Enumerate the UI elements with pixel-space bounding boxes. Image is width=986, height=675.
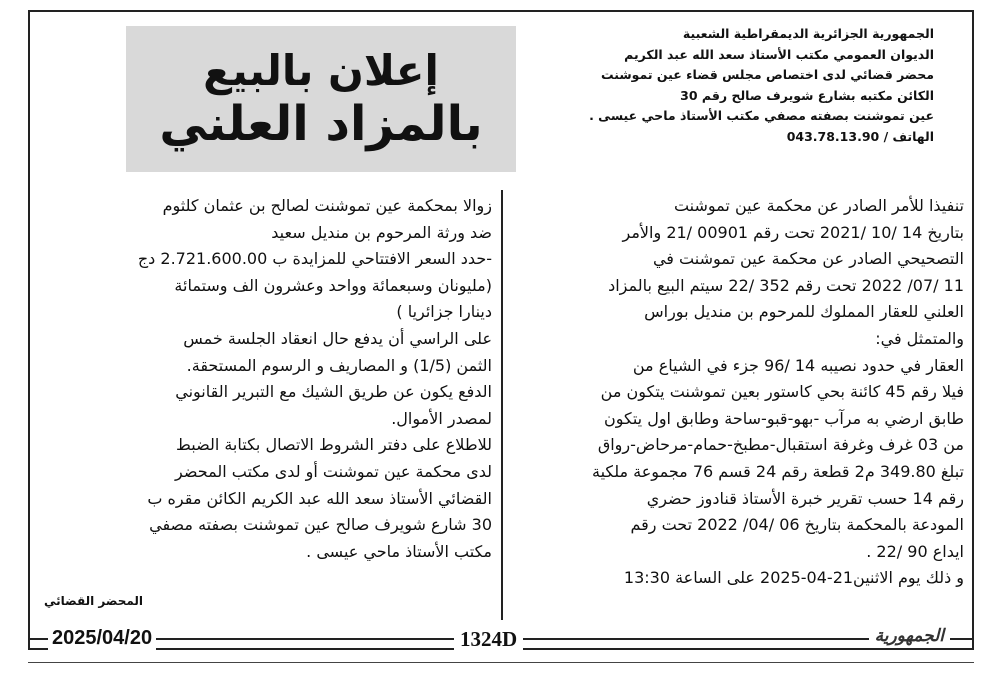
body-line: الدفع يكون عن طريق الشيك مع التبرير القانوني [175, 382, 492, 402]
body-line: طابق ارضي به مرآب -بهو-قبو-ساحة وطابق اول يتكون [603, 408, 964, 428]
body-line: رقم 14 حسب تقرير خبرة الأستاذ قنادوز حضري [646, 488, 964, 508]
body-line: الثمن (1/5) و المصاريف و الرسوم المستحقة. [186, 355, 492, 375]
ad-code: 1324D [454, 627, 523, 652]
page-footer [28, 626, 974, 652]
body-line: ضد ورثة المرحوم بن منديل سعيد [271, 222, 492, 242]
notice-title-box [126, 26, 516, 172]
body-line: لدى محكمة عين تموشنت أو لدى مكتب المحضر [175, 461, 492, 481]
bailiff-signature: المحضر القضائي [44, 594, 144, 608]
body-line: فيلا رقم 45 كائنة بحي كاستور بعين تموشنت يتكون من [600, 382, 964, 402]
body-line: للاطلاع على دفتر الشروط الاتصال بكتابة الضبط [176, 435, 492, 455]
header-line: عين تموشنت بصفته مصفي مكتب الأستاذ ماحي عيسى . [589, 108, 934, 123]
right-column [514, 193, 964, 592]
header-line: الديوان العمومي مكتب الأستاذ سعد الله عبد الكريم [624, 46, 934, 62]
notice-title-line-2: بالمزاد العلني [159, 95, 483, 152]
body-line: والمتمثل في: [875, 328, 964, 348]
header-line: محضر قضائي لدى اختصاص مجلس قضاء عين تموشنت [601, 67, 934, 82]
header-line: الجمهورية الجزائرية الديمقراطية الشعبية [682, 26, 934, 41]
body-line: القضائي الأستاذ سعد الله عبد الكريم الكائن مقره ب [147, 488, 492, 508]
body-line: على الراسي أن يدفع حال انعقاد الجلسة خمس [183, 328, 492, 348]
body-line: من 03 غرف وغرفة استقبال-مطبخ-حمام-مرحاض-رواق [597, 435, 964, 455]
body-line: تبلغ 349.80 م2 قطعة رقم 24 قسم 76 مجموعة ملكية [591, 461, 964, 481]
body-line: بتاريخ 14 /10 /2021 تحت رقم 00901 /21 والأمر [622, 222, 964, 242]
body-line: مكتب الأستاذ ماحي عيسى . [306, 541, 492, 561]
body-line: 30 شارع شويرف صالح عين تموشنت بصفته مصفي [149, 515, 492, 535]
body-line: التصحيحي الصادر عن محكمة عين تموشنت في [652, 249, 964, 269]
body-line: زوالا بمحكمة عين تموشنت لصالح بن عثمان كلثوم [162, 196, 492, 215]
body-line: ايداع 90 /22 . [866, 541, 964, 561]
body-line: و ذلك يوم الاثنين21-04-2025 على الساعة 13:30 [623, 568, 964, 588]
body-line: المودعة بالمحكمة بتاريخ 06 /04/ 2022 تحت رقم [630, 515, 964, 535]
body-line: العقار في حدود نصيبه 14 /96 جزء في الشياع من [632, 355, 964, 375]
publication-date: 2025/04/20 [48, 627, 156, 650]
body-line: (مليونان وسبعمائة وواحد وعشرون الف وستمائة [174, 275, 492, 295]
body-line: تنفيذا للأمر الصادر عن محكمة عين تموشنت [673, 196, 964, 215]
column-divider [501, 190, 503, 620]
bailiff-header [514, 24, 934, 147]
bottom-rule [28, 662, 974, 663]
body-line: 11 /07/ 2022 تحت رقم 352 /22 سيتم البيع بالمزاد [608, 275, 964, 295]
body-line: لمصدر الأموال. [391, 408, 492, 428]
notice-title-line-1: إعلان بالبيع [203, 45, 439, 95]
left-column [40, 193, 492, 565]
header-line: الهاتف / 043.78.13.90 [786, 128, 934, 144]
body-line: العلني للعقار المملوك للمرحوم بن منديل بوراس [644, 302, 964, 322]
header-line: الكائن مكتبه بشارع شويرف صالح رقم 30 [680, 87, 934, 103]
body-line: دينارا جزائريا ) [396, 302, 492, 322]
body-line: -حدد السعر الافتتاحي للمزايدة ب 2.721.600.00 دج [137, 249, 492, 269]
newspaper-logo: الجمهورية [869, 626, 950, 646]
